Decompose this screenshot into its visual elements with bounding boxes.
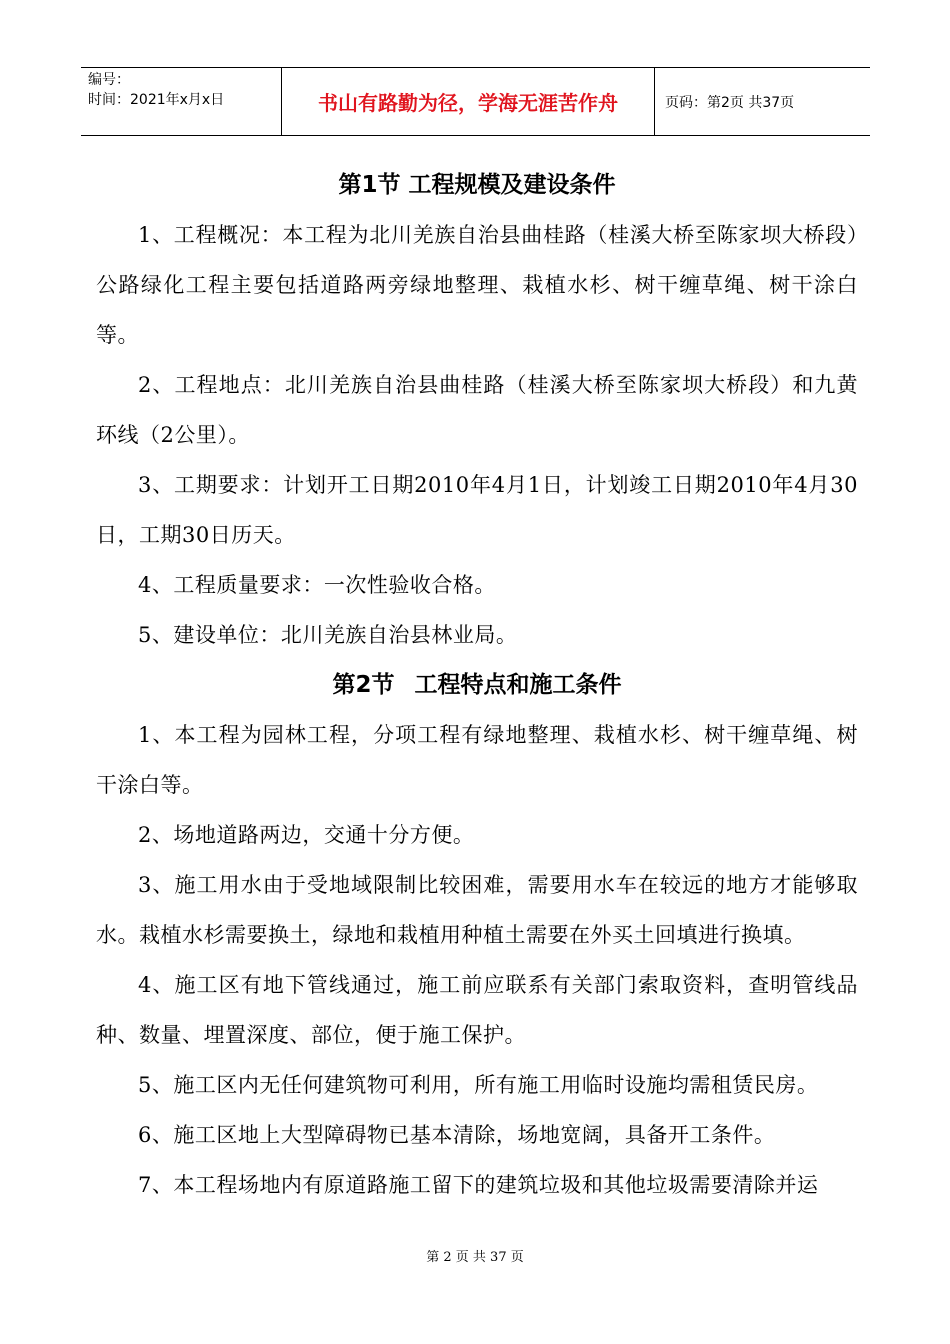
section-2-title: 第2节 工程特点和施工条件	[332, 672, 622, 698]
motto-cell	[282, 68, 655, 135]
header-left-cell	[81, 68, 282, 135]
time-label: 时间：2021年x月x日	[88, 92, 225, 108]
section-1-paragraph: 2、工程地点：北川羌族自治县曲桂路（桂溪大桥至陈家坝大桥段）和九黄环线（2公里）。	[96, 373, 858, 447]
section-2-paragraph: 6、施工区地上大型障碍物已基本清除，场地宽阔，具备开工条件。	[138, 1123, 776, 1147]
section-1-paragraph: 3、工期要求：计划开工日期2010年4月1日，计划竣工日期2010年4月30日，工期30日历天。	[96, 473, 858, 547]
header-table	[81, 67, 870, 136]
section-1-paragraph: 1、工程概况：本工程为北川羌族自治县曲桂路（桂溪大桥至陈家坝大桥段）公路绿化工程主要包括道路两旁绿地整理、栽植水杉、树干缠草绳、树干涂白等。	[96, 223, 858, 347]
section-2-paragraph: 2、场地道路两边，交通十分方便。	[138, 823, 475, 847]
document-body	[96, 160, 858, 1210]
number-label: 编号：	[88, 72, 130, 88]
section-1-paragraph: 4、工程质量要求：一次性验收合格。	[138, 573, 496, 597]
page-info-cell	[655, 68, 870, 135]
section-2-paragraph: 1、本工程为园林工程，分项工程有绿地整理、栽植水杉、树干缠草绳、树干涂白等。	[96, 723, 858, 797]
section-2-paragraph: 7、本工程场地内有原道路施工留下的建筑垃圾和其他垃圾需要清除并运	[138, 1173, 819, 1197]
page-footer	[0, 1246, 950, 1265]
motto-text: 书山有路勤为径，学海无涯苦作舟	[318, 91, 618, 115]
footer-page-number: 第 2 页 共 37 页	[426, 1250, 524, 1265]
section-1-paragraph: 5、建设单位：北川羌族自治县林业局。	[138, 623, 518, 647]
section-2-paragraph: 3、施工用水由于受地域限制比较困难，需要用水车在较远的地方才能够取水。栽植水杉需要换土，绿地和栽植用种植土需要在外买土回填进行换填。	[96, 873, 858, 947]
section-2-paragraph: 4、施工区有地下管线通过，施工前应联系有关部门索取资料，查明管线品种、数量、埋置深度、部位，便于施工保护。	[96, 973, 858, 1047]
page-info-text: 页码：第2页 共37页	[665, 94, 795, 111]
section-2-paragraph: 5、施工区内无任何建筑物可利用，所有施工用临时设施均需租赁民房。	[138, 1073, 819, 1097]
section-1-title: 第1节 工程规模及建设条件	[338, 172, 616, 198]
